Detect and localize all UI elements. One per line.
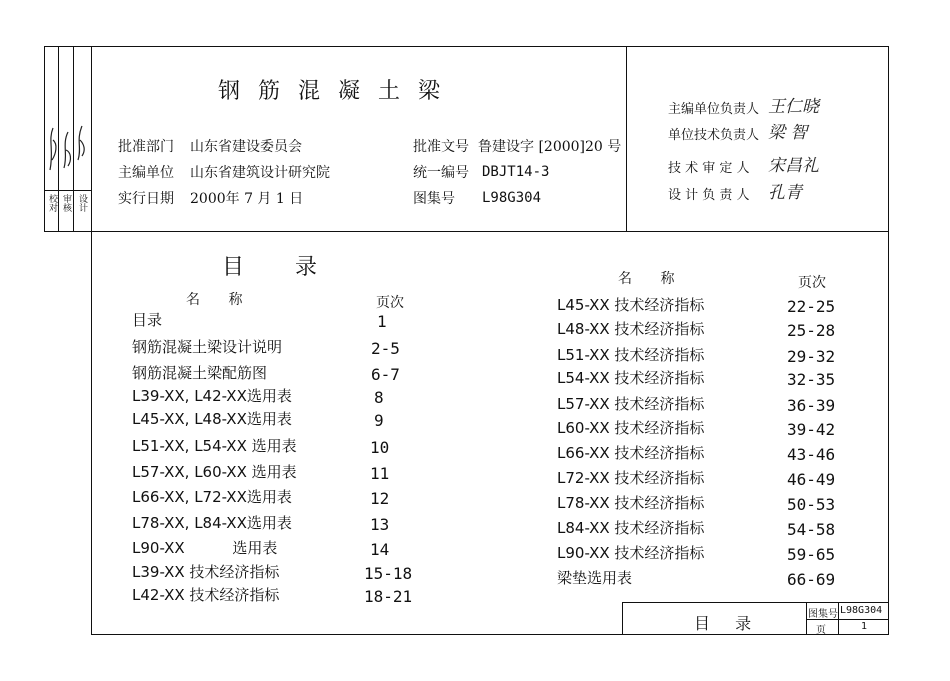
toc-left-page-header: 页次: [376, 295, 404, 311]
titleblock-page-label: 页: [816, 625, 826, 636]
sidebar-label-3: 设计: [77, 194, 87, 212]
sidebar-hline: [44, 190, 92, 191]
titleblock-atlas-label: 图集号: [808, 609, 838, 620]
editor-value: 山东省建筑设计研究院: [190, 165, 330, 181]
toc-right-item-page: 22-25: [787, 297, 836, 316]
toc-right-item-name: L54-XX 技术经济指标: [557, 369, 705, 387]
toc-right-item-page: 46-49: [787, 470, 836, 489]
toc-right-item-page: 43-46: [787, 445, 836, 464]
toc-left-item-name: L78-XX, L84-XX选用表: [132, 514, 292, 532]
effective-date-value: 2000年 7 月 1 日: [190, 191, 304, 207]
toc-right-item-page: 25-28: [787, 321, 836, 340]
approval-doc-value: 鲁建设字 [2000]20 号: [478, 139, 622, 155]
toc-left-item-page: 14: [370, 540, 390, 559]
resp-signature-4: 孔青: [768, 183, 802, 203]
toc-right-item-name: L60-XX 技术经济指标: [557, 419, 705, 437]
toc-right-item-name: L84-XX 技术经济指标: [557, 519, 705, 537]
toc-right-item-name: 梁垫选用表: [557, 569, 633, 587]
toc-left-item-name: L39-XX, L42-XX选用表: [132, 387, 292, 405]
toc-right-item-page: 29-32: [787, 347, 836, 366]
toc-left-item-page: 15-18: [364, 564, 413, 583]
unified-no-value: DBJT14-3: [482, 164, 550, 180]
toc-right-page-header: 页次: [798, 275, 826, 291]
resp-signature-3: 宋昌礼: [768, 156, 819, 176]
titleblock-atlas-value: L98G304: [840, 605, 883, 616]
toc-left-item-name: L45-XX, L48-XX选用表: [132, 410, 292, 428]
frame-right-border: [888, 46, 889, 635]
titleblock-left: [622, 602, 623, 635]
sidebar-label-2: 审核: [61, 194, 71, 212]
resp-signature-2: 梁 智: [768, 123, 808, 143]
toc-left-item-name: 钢筋混凝土梁配筋图: [132, 364, 268, 382]
toc-left-item-name: L90-XX 选用表: [132, 539, 278, 557]
toc-left-item-page: 9: [374, 411, 384, 430]
toc-left-item-page: 6-7: [371, 365, 400, 384]
toc-left-item-name: L42-XX 技术经济指标: [132, 586, 280, 604]
toc-left-item-name: 钢筋混凝土梁设计说明: [132, 338, 283, 356]
sidebar-label-1: 校对: [47, 194, 57, 212]
toc-left-item-name: L66-XX, L72-XX选用表: [132, 488, 292, 506]
toc-right-item-page: 66-69: [787, 570, 836, 589]
approval-dept-value: 山东省建设委员会: [190, 139, 302, 155]
toc-left-item-page: 10: [370, 438, 390, 457]
approval-dept-label: 批准部门: [118, 139, 174, 155]
resp-label-2: 单位技术负责人: [668, 128, 760, 143]
toc-right-item-page: 54-58: [787, 520, 836, 539]
toc-right-item-name: L45-XX 技术经济指标: [557, 296, 705, 314]
toc-right-item-name: L72-XX 技术经济指标: [557, 469, 705, 487]
toc-right-item-name: L66-XX 技术经济指标: [557, 444, 705, 462]
titleblock-top: [622, 602, 889, 603]
toc-right-item-name: L51-XX 技术经济指标: [557, 346, 705, 364]
atlas-no-value: L98G304: [482, 190, 542, 206]
toc-right-item-page: 32-35: [787, 370, 836, 389]
effective-date-label: 实行日期: [118, 191, 174, 207]
toc-left-item-page: 1: [377, 312, 387, 331]
resp-label-4: 设 计 负 责 人: [668, 188, 750, 203]
resp-label-1: 主编单位负责人: [668, 102, 760, 117]
page-title: 钢筋混凝土梁: [218, 79, 459, 104]
approval-doc-label: 批准文号: [413, 139, 469, 155]
toc-right-item-page: 59-65: [787, 545, 836, 564]
toc-right-item-name: L48-XX 技术经济指标: [557, 320, 705, 338]
toc-left-item-name: L57-XX, L60-XX 选用表: [132, 463, 297, 481]
toc-left-item-name: 目录: [132, 311, 163, 329]
toc-right-item-page: 50-53: [787, 495, 836, 514]
toc-left-item-name: L39-XX 技术经济指标: [132, 563, 280, 581]
toc-right-item-name: L57-XX 技术经济指标: [557, 395, 705, 413]
frame-bottom-border: [91, 634, 889, 635]
editor-label: 主编单位: [118, 165, 174, 181]
resp-label-3: 技 术 审 定 人: [668, 161, 750, 176]
frame-top-border: [44, 46, 889, 47]
toc-right-name-header: 名 称: [618, 271, 687, 287]
toc-right-item-name: L90-XX 技术经济指标: [557, 544, 705, 562]
toc-left-item-page: 12: [370, 489, 390, 508]
toc-left-name-header: 名 称: [186, 292, 255, 308]
header-vertical-divider: [626, 46, 627, 232]
resp-signature-1: 王仁晓: [768, 97, 819, 117]
toc-left-item-name: L51-XX, L54-XX 选用表: [132, 437, 297, 455]
toc-right-item-page: 36-39: [787, 396, 836, 415]
toc-left-item-page: 11: [370, 464, 390, 483]
toc-left-item-page: 2-5: [371, 339, 400, 358]
toc-left-item-page: 13: [370, 515, 390, 534]
toc-right-item-name: L78-XX 技术经济指标: [557, 494, 705, 512]
unified-no-label: 统一编号: [413, 165, 469, 181]
titleblock-page-value: 1: [861, 621, 868, 632]
toc-left-item-page: 18-21: [364, 587, 413, 606]
toc-right-item-page: 39-42: [787, 420, 836, 439]
toc-title: 目 录: [222, 255, 339, 280]
toc-left-item-page: 8: [374, 388, 384, 407]
atlas-no-label: 图集号: [413, 191, 455, 207]
titleblock-name: 目 录: [694, 614, 762, 633]
sidebar-signature-marks: [44, 110, 92, 190]
header-divider: [44, 231, 889, 232]
